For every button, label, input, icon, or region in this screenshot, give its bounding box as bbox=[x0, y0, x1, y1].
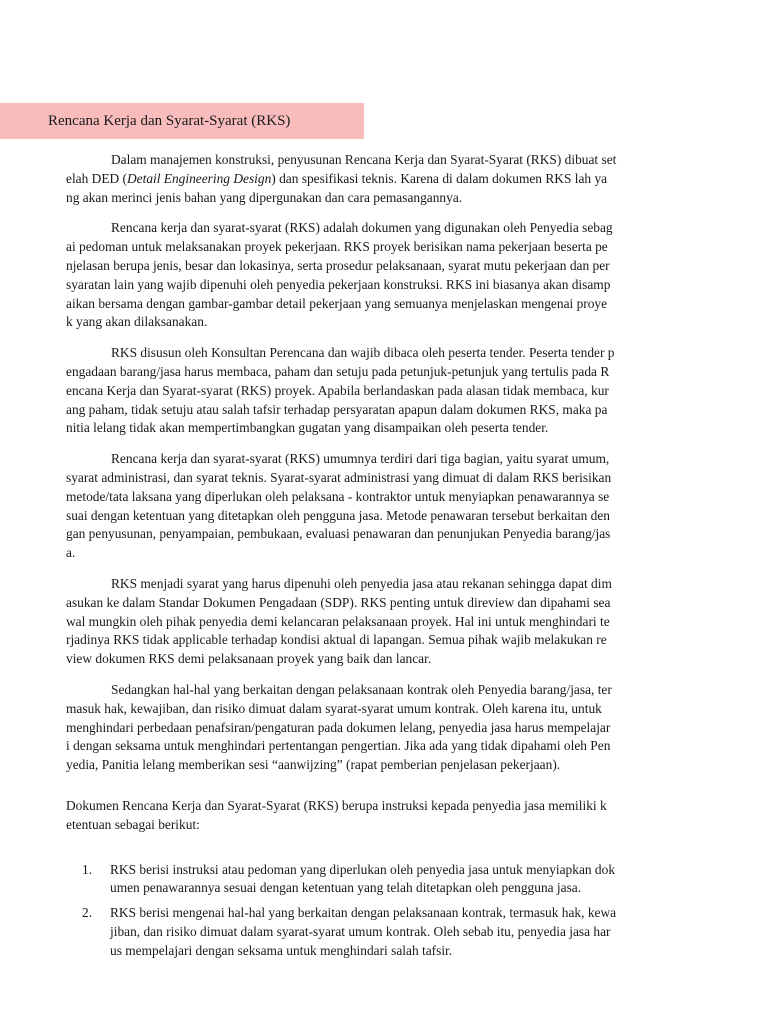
paragraph-line: rjadinya RKS tidak applicable terhadap kondisi aktual di lapangan. Semua pihak wajib melakukan re bbox=[66, 632, 607, 648]
paragraph-line: engadaan barang/jasa harus membaca, paham dan setuju pada petunjuk-petunjuk yang tertulis pada R bbox=[66, 363, 610, 379]
paragraph-line: ai pedoman untuk melaksanakan proyek pekerjaan. RKS proyek berisikan nama pekerjaan beserta pe bbox=[66, 239, 608, 255]
paragraph-line: gan penyusunan, penyampaian, pembukaan, evaluasi penawaran dan penunjukan Penyedia barang/jas bbox=[66, 526, 611, 542]
paragraph-line: view dokumen RKS demi pelaksanaan proyek yang baik dan lancar. bbox=[66, 651, 432, 667]
paragraph-6 bbox=[66, 681, 698, 775]
list-intro bbox=[66, 797, 698, 835]
requirements-list bbox=[66, 861, 698, 961]
paragraph-4 bbox=[66, 450, 698, 563]
paragraph-line: masuk hak, kewajiban, dan risiko dimuat dalam syarat-syarat umum kontrak. Oleh karena itu, untuk bbox=[66, 700, 602, 716]
paragraph-line: aikan bersama dengan gambar-gambar detail pekerjaan yang semuanya menjelaskan mengenai proye bbox=[66, 295, 608, 311]
list-line: jiban, dan risiko dimuat dalam syarat-syarat umum kontrak. Oleh sebab itu, penyedia jasa har bbox=[110, 923, 611, 939]
paragraph-line: ang paham, tidak setuju atau salah tafsir terhadap persyaratan apapun dalam dokumen RKS, maka pa bbox=[66, 401, 608, 417]
paragraph-line: Rencana kerja dan syarat-syarat (RKS) umumnya terdiri dari tiga bagian, yaitu syarat umum, bbox=[111, 451, 610, 467]
list-line: RKS berisi instruksi atau pedoman yang diperlukan oleh penyedia jasa untuk menyiapkan dok bbox=[110, 861, 616, 877]
section-title: Rencana Kerja dan Syarat-Syarat (RKS) bbox=[48, 113, 291, 129]
paragraph-text: elah DED ( bbox=[66, 170, 127, 186]
paragraph-text: ) dan spesifikasi teknis. Karena di dalam dokumen RKS lah ya bbox=[271, 170, 608, 186]
list-line: umen penawarannya sesuai dengan ketentuan yang telah ditetapkan oleh pengguna jasa. bbox=[110, 880, 582, 896]
paragraph-line: menghindari perbedaan penafsiran/pengaturan pada dokumen lelang, penyedia jasa harus mempelajar bbox=[66, 719, 611, 735]
paragraph-line: Sedangkan hal-hal yang berkaitan dengan pelaksanaan kontrak oleh Penyedia barang/jasa, ter bbox=[111, 681, 612, 697]
list-line: us mempelajari dengan seksama untuk menghindari salah tafsir. bbox=[110, 942, 453, 958]
paragraph-5 bbox=[66, 575, 698, 669]
paragraph-3 bbox=[66, 344, 698, 438]
paragraph-line: i dengan seksama untuk menghindari pertentangan pengertian. Jika ada yang tidak dipahami oleh Pen bbox=[66, 738, 611, 754]
document-body bbox=[66, 151, 698, 966]
paragraph-line: Rencana kerja dan syarat-syarat (RKS) adalah dokumen yang digunakan oleh Penyedia sebag bbox=[111, 220, 613, 236]
list-number: 1. bbox=[82, 861, 93, 877]
paragraph-line: Dalam manajemen konstruksi, penyusunan Rencana Kerja dan Syarat-Syarat (RKS) dibuat set bbox=[111, 152, 617, 167]
section-title-bar bbox=[0, 103, 364, 139]
paragraph-line: a. bbox=[66, 545, 76, 561]
paragraph-line: RKS menjadi syarat yang harus dipenuhi oleh penyedia jasa atau rekanan sehingga dapat dim bbox=[111, 575, 612, 591]
paragraph-2 bbox=[66, 219, 698, 332]
paragraph-line: nitia lelang tidak akan mempertimbangkan gugatan yang disampaikan oleh peserta tender. bbox=[66, 420, 549, 436]
paragraph-1 bbox=[66, 151, 698, 207]
paragraph-line: etentuan sebagai berikut: bbox=[66, 816, 200, 832]
paragraph-line: syarat administrasi, dan syarat teknis. Syarat-syarat administrasi yang dimuat di dalam RKS berisikan bbox=[66, 469, 612, 485]
paragraph-line: encana Kerja dan Syarat-syarat (RKS) proyek. Apabila berlandaskan pada alasan tidak membaca, kur bbox=[66, 382, 609, 398]
paragraph-line: ng akan merinci jenis bahan yang dipergunakan dan cara pemasangannya. bbox=[66, 189, 463, 205]
emphasis-text: Detail Engineering Design bbox=[126, 170, 272, 186]
list-item bbox=[66, 904, 698, 960]
paragraph-line: njelasan berupa jenis, besar dan lokasinya, serta prosedur pelaksanaan, syarat mutu pekerjaan dan per bbox=[66, 257, 610, 273]
paragraph-line: suai dengan ketentuan yang ditetapkan oleh pengguna jasa. Metode penawaran tersebut berkaitan den bbox=[66, 507, 610, 523]
paragraph-line: asukan ke dalam Standar Dokumen Pengadaan (SDP). RKS penting untuk direview dan dipahami sea bbox=[66, 594, 611, 610]
paragraph-line: wal mungkin oleh pihak penyedia demi kelancaran pelaksanaan proyek. Hal ini untuk menghindari te bbox=[66, 613, 610, 629]
list-number: 2. bbox=[82, 905, 93, 921]
list-line: RKS berisi mengenai hal-hal yang berkaitan dengan pelaksanaan kontrak, termasuk hak, kewa bbox=[110, 905, 617, 921]
paragraph-line: RKS disusun oleh Konsultan Perencana dan wajib dibaca oleh peserta tender. Peserta tender p bbox=[111, 345, 615, 361]
paragraph-line: syaratan lain yang wajib dipenuhi oleh penyedia pekerjaan konstruksi. RKS ini biasanya akan disamp bbox=[66, 276, 611, 292]
paragraph-line: metode/tata laksana yang diperlukan oleh pelaksana - kontraktor untuk menyiapkan penawarannya se bbox=[66, 488, 610, 504]
list-item bbox=[66, 861, 698, 899]
paragraph-line: yedia, Panitia lelang memberikan sesi “aanwijzing” (rapat pemberian penjelasan pekerjaan). bbox=[66, 757, 561, 773]
paragraph-line: k yang akan dilaksanakan. bbox=[66, 314, 208, 330]
paragraph-line: Dokumen Rencana Kerja dan Syarat-Syarat (RKS) berupa instruksi kepada penyedia jasa memiliki k bbox=[66, 797, 607, 813]
paragraph-line bbox=[66, 170, 698, 189]
